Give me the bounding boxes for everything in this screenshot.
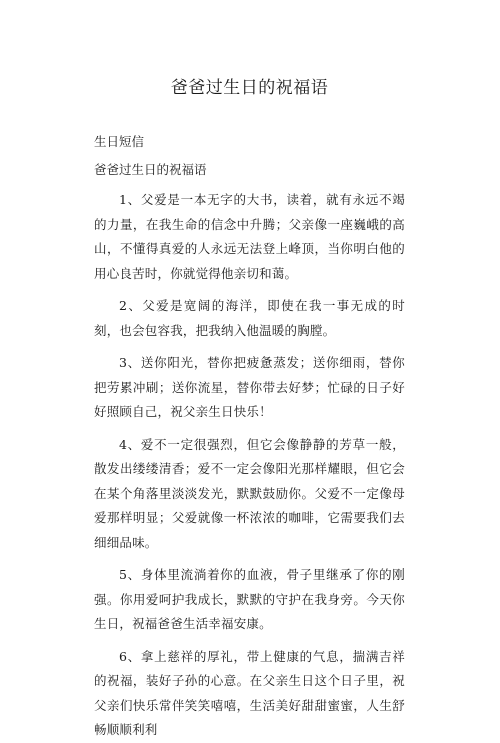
document-title: 爸爸过生日的祝福语	[170, 78, 329, 98]
paragraph-2: 2、父爱是宽阔的海洋，即使在我一事无成的时刻，也会包容我，把我纳入他温暖的胸膛。	[94, 298, 405, 338]
section-label: 生日短信	[94, 134, 145, 149]
document-subtitle: 爸爸过生日的祝福语	[94, 162, 207, 177]
paragraph-6: 6、拿上慈祥的厚礼，带上健康的气息，揣满吉祥的祝福，装好子孙的心意。在父亲生日这个日子里，祝父亲们快乐常伴笑笑嘻嘻，生活美好甜甜蜜蜜，人生舒畅顺顺利利	[94, 648, 405, 737]
paragraph-5: 5、身体里流淌着你的血液，骨子里继承了你的刚强。你用爱呵护我成长，默默的守护在我身旁。今天你生日，祝福爸爸生活幸福安康。	[94, 567, 405, 631]
paragraph-4: 4、爱不一定很强烈，但它会像静静的芳草一般，散发出缕缕清香；爱不一定会像阳光那样耀眼，但它会在某个角落里淡淡发光，默默鼓励你。父爱不一定像母爱那样明显；父爱就像一杯浓浓的咖啡，它需要我们去细细品味。	[94, 436, 405, 550]
paragraph-1: 1、父爱是一本无字的大书，读着，就有永远不竭的力量，在我生命的信念中升腾；父亲像一座巍峨的高山，不懂得真爱的人永远无法登上峰顶，当你明白他的用心良苦时，你就觉得他亲切和蔼。	[94, 192, 405, 281]
paragraph-3: 3、送你阳光，替你把疲惫蒸发；送你细雨，替你把劳累冲刷；送你流星，替你带去好梦；忙碌的日子好好照顾自己，祝父亲生日快乐！	[94, 355, 405, 419]
